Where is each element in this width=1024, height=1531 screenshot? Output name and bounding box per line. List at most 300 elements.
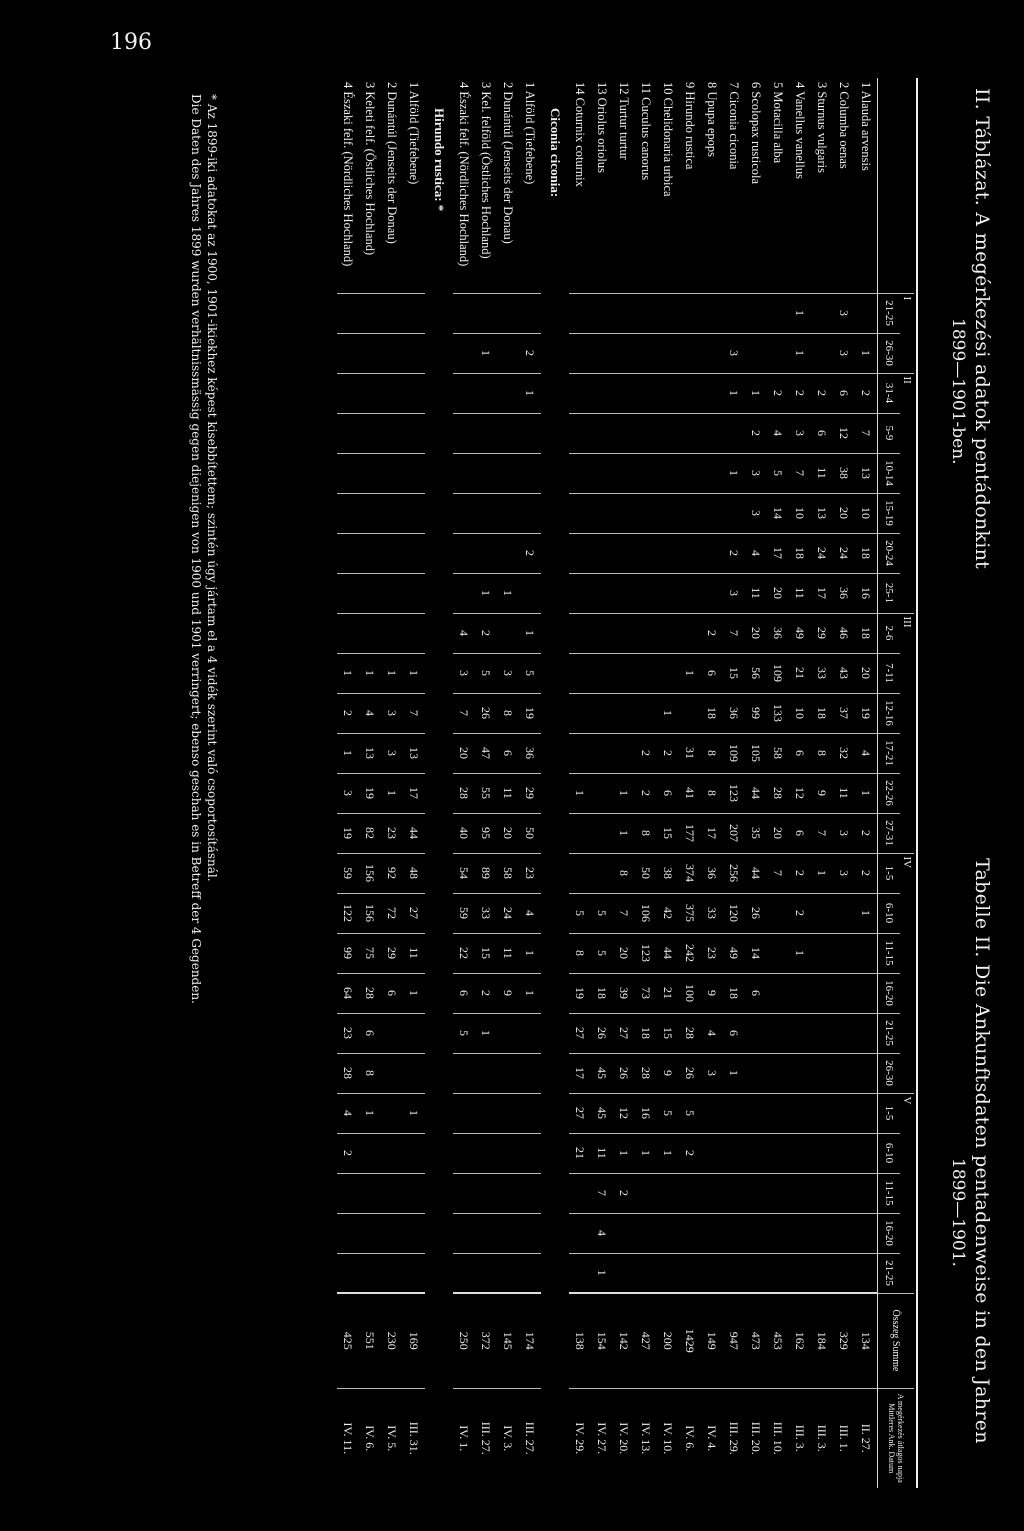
count-cell [381,293,403,333]
count-cell: 6 [497,733,519,773]
count-cell: 19 [337,813,359,853]
count-cell [569,733,591,773]
count-cell: 9 [811,773,833,813]
count-cell: 20 [767,813,789,853]
table-row [789,78,811,1488]
count-cell [453,1053,475,1093]
count-cell [679,1253,701,1293]
count-cell [519,493,541,533]
count-cell [453,373,475,413]
species-name: 3 Sturnus vulgaris [815,82,830,173]
count-cell [635,1173,657,1213]
table-row [613,78,635,1488]
count-cell [569,373,591,413]
count-cell: 44 [403,813,425,853]
count-cell [789,1253,811,1293]
count-cell: 29 [381,933,403,973]
count-cell: 7 [855,413,878,453]
count-cell [497,1133,519,1173]
count-cell [475,1253,497,1293]
date-header: A megérkezés átlagos napja Mittleres Ank. Datum [878,1388,915,1488]
page-number: 196 [110,30,152,55]
count-cell [403,293,425,333]
sum-cell: 184 [811,1293,833,1388]
count-cell: 44 [745,773,767,813]
count-cell [679,693,701,733]
count-cell: 36 [701,853,723,893]
species-name: 10 Chelidonaria urbica [661,82,676,197]
count-cell: 2 [337,693,359,733]
count-cell: 59 [453,893,475,933]
table-row [381,78,403,1488]
count-cell [657,1213,679,1253]
count-cell: 39 [613,973,635,1013]
subtitle-german: 1899—1901. [948,1158,968,1267]
count-cell: 1 [337,653,359,693]
count-cell: 1 [381,773,403,813]
count-cell [613,1213,635,1253]
footnote-german: Die Daten des Jahres 1899 wurden verhältnissmässig gegen diejenigen von 1900 und 1901 verringert; ebenso geschah es in Betreff der 4 Gegenden. [189,94,203,1004]
sum-cell: 230 [381,1293,403,1388]
count-cell: 11 [745,573,767,613]
count-cell: 40 [453,813,475,853]
pentad-header: 16-20 [878,973,901,1013]
count-cell [811,933,833,973]
count-cell [855,1133,878,1173]
count-cell [497,333,519,373]
section-row [541,78,569,1488]
count-cell [569,1213,591,1253]
count-cell: 18 [789,533,811,573]
count-cell: 9 [497,973,519,1013]
species-name: 4 Északi felf. (Nördliches Hochland) [457,82,472,267]
count-cell [613,533,635,573]
count-cell: 12 [833,413,855,453]
count-cell: 21 [569,1133,591,1173]
mean-date-cell: III. 3. [789,1388,811,1488]
count-cell [381,613,403,653]
count-cell [591,613,613,653]
footnote-hungarian: * Az 1899-iki adatokat az 1900, 1901-ikiekhez képest kisebbítettem; szintén úgy jártam el a 4 vidék szerint való csoportosításnál. [205,94,219,882]
count-cell: 26 [745,893,767,933]
count-cell: 1 [635,1133,657,1173]
count-cell [591,453,613,493]
count-cell [403,1133,425,1173]
count-cell [475,1173,497,1213]
count-cell: 17 [811,573,833,613]
count-cell: 73 [635,973,657,1013]
count-cell: 10 [789,493,811,533]
count-cell [701,333,723,373]
count-cell: 4 [767,413,789,453]
count-cell [381,1133,403,1173]
count-cell: 18 [855,533,878,573]
count-cell [591,533,613,573]
count-cell: 1 [497,573,519,613]
count-cell [613,373,635,413]
count-cell: 38 [833,453,855,493]
count-cell [359,373,381,413]
sum-cell: 947 [723,1293,745,1388]
count-cell [519,1253,541,1293]
count-cell [855,1173,878,1213]
pentad-header: 6-10 [878,1133,901,1173]
pentad-header: 15-19 [878,493,901,533]
count-cell [359,1213,381,1253]
count-cell [767,1253,789,1293]
count-cell [453,493,475,533]
count-cell [381,1213,403,1253]
count-cell: 2 [855,853,878,893]
count-cell [403,1013,425,1053]
count-cell: 4 [359,693,381,733]
count-cell: 8 [497,693,519,733]
count-cell [453,1133,475,1173]
count-cell: 19 [359,773,381,813]
count-cell: 3 [833,813,855,853]
count-cell: 6 [381,973,403,1013]
count-cell [635,533,657,573]
count-cell: 2 [475,613,497,653]
count-cell: 4 [701,1013,723,1053]
count-cell [591,733,613,773]
count-cell: 11 [811,453,833,493]
count-cell [833,1253,855,1293]
count-cell: 59 [337,853,359,893]
table-row [745,78,767,1488]
count-cell [475,413,497,453]
count-cell: 49 [789,613,811,653]
count-cell: 36 [519,733,541,773]
count-cell [701,1173,723,1213]
count-cell: 33 [701,893,723,933]
count-cell [519,413,541,453]
count-cell [789,1093,811,1133]
count-cell: 2 [657,733,679,773]
count-cell [701,1253,723,1293]
table-row [519,78,541,1488]
count-cell [723,1093,745,1133]
count-cell: 1 [855,333,878,373]
count-cell [811,1133,833,1173]
count-cell: 5 [519,653,541,693]
count-cell: 18 [811,693,833,733]
count-cell [789,973,811,1013]
count-cell [723,293,745,333]
count-cell [701,493,723,533]
count-cell: 47 [475,733,497,773]
count-cell [701,453,723,493]
pentad-header: 21-25 [878,293,901,333]
count-cell: 1 [723,1053,745,1093]
count-cell: 18 [723,973,745,1013]
pentad-header: 5-9 [878,413,901,453]
count-cell [657,613,679,653]
count-cell: 5 [591,893,613,933]
count-cell [657,333,679,373]
pentad-header: 6-10 [878,893,901,933]
count-cell [701,413,723,453]
count-cell [635,453,657,493]
count-cell [497,1053,519,1093]
count-cell: 11 [591,1133,613,1173]
sum-cell: 138 [569,1293,591,1388]
count-cell [679,1173,701,1213]
mean-date-cell: IV. 27. [591,1388,613,1488]
count-cell [635,573,657,613]
count-cell [381,453,403,493]
count-cell: 26 [591,1013,613,1053]
count-cell [833,1013,855,1053]
count-cell [613,413,635,453]
count-cell: 99 [745,693,767,733]
pentad-header: 25-1 [878,573,901,613]
count-cell: 8 [701,773,723,813]
count-cell: 46 [833,613,855,653]
count-cell [745,1133,767,1173]
count-cell [745,293,767,333]
arrival-table [337,78,914,1488]
count-cell: 1 [337,733,359,773]
count-cell [679,413,701,453]
count-cell: 256 [723,853,745,893]
count-cell [519,1173,541,1213]
species-name: 1 Alauda arvensis [859,82,874,171]
count-cell: 17 [569,1053,591,1093]
count-cell [767,973,789,1013]
count-cell [745,1013,767,1053]
pentad-header: 26-30 [878,1053,901,1093]
pentad-header: 21-25 [878,1013,901,1053]
count-cell: 45 [591,1053,613,1093]
count-cell: 32 [833,733,855,773]
count-cell: 36 [723,693,745,733]
count-cell: 20 [613,933,635,973]
mean-date-cell: III. 29. [723,1388,745,1488]
table-row [657,78,679,1488]
pentad-header: 27-31 [878,813,901,853]
count-cell: 8 [811,733,833,773]
count-cell: 133 [767,693,789,733]
count-cell: 7 [811,813,833,853]
count-cell [381,1013,403,1053]
count-cell: 12 [789,773,811,813]
pentad-header: 31-4 [878,373,901,413]
count-cell [701,373,723,413]
count-cell [403,573,425,613]
table-row [723,78,745,1488]
count-cell: 28 [337,1053,359,1093]
month-header: V [900,1093,914,1293]
count-cell [453,293,475,333]
species-name: 3 Keleti felf. (Östliches Hochland) [363,82,378,256]
species-name: 11 Cuculus canorus [639,82,654,181]
mean-date-cell: III. 1. [833,1388,855,1488]
count-cell: 95 [475,813,497,853]
count-cell: 1 [475,1013,497,1053]
count-cell: 7 [613,893,635,933]
mean-date-cell: IV. 5. [381,1388,403,1488]
table-row [453,78,475,1488]
count-cell: 42 [657,893,679,933]
count-cell: 5 [679,1093,701,1133]
count-cell: 23 [519,853,541,893]
header-corner [900,78,914,293]
count-cell [657,373,679,413]
count-cell [701,1133,723,1173]
count-cell: 16 [635,1093,657,1133]
count-cell [723,1213,745,1253]
count-cell: 6 [811,413,833,453]
count-cell [613,613,635,653]
count-cell [679,373,701,413]
table-row [403,78,425,1488]
count-cell: 64 [337,973,359,1013]
mean-date-cell: III. 31. [403,1388,425,1488]
count-cell [723,493,745,533]
count-cell [569,853,591,893]
species-name: 4 Északi felf. (Nördliches Hochland) [341,82,356,267]
count-cell [337,533,359,573]
count-cell: 36 [833,573,855,613]
count-cell [701,293,723,333]
count-cell [359,293,381,333]
species-name: 14 Coturnix coturnix [573,82,588,187]
count-cell: 1 [403,1093,425,1133]
pentad-header-row [878,78,901,1488]
species-name: 5 Motacilla alba [771,82,786,164]
count-cell [635,1253,657,1293]
count-cell: 11 [497,933,519,973]
count-cell [381,413,403,453]
pentad-header: 20-24 [878,533,901,573]
count-cell: 56 [745,653,767,693]
count-cell: 15 [475,933,497,973]
count-cell [657,653,679,693]
count-cell [723,1133,745,1173]
mean-date-cell: IV. 10. [657,1388,679,1488]
count-cell: 41 [679,773,701,813]
count-cell [789,1173,811,1213]
count-cell: 23 [701,933,723,973]
count-cell: 29 [811,613,833,653]
count-cell [497,493,519,533]
count-cell: 15 [657,813,679,853]
section-title: Ciconia ciconia: [548,108,563,198]
count-cell [657,413,679,453]
count-cell: 3 [789,413,811,453]
count-cell [811,1093,833,1133]
count-cell [679,333,701,373]
count-cell: 2 [475,973,497,1013]
count-cell: 123 [723,773,745,813]
sum-cell: 372 [475,1293,497,1388]
count-cell [635,333,657,373]
count-cell [569,293,591,333]
count-cell: 1 [811,853,833,893]
count-cell: 50 [519,813,541,853]
count-cell [569,533,591,573]
count-cell [453,533,475,573]
count-cell: 2 [613,1173,635,1213]
mean-date-cell: IV. 20. [613,1388,635,1488]
count-cell [679,613,701,653]
count-cell [591,813,613,853]
count-cell: 27 [613,1013,635,1053]
count-cell [855,293,878,333]
count-cell: 6 [701,653,723,693]
count-cell: 26 [679,1053,701,1093]
mean-date-cell: III. 3. [811,1388,833,1488]
header-corner [878,78,901,293]
count-cell: 15 [723,653,745,693]
species-name: 2 Dunántúl (Jenseits der Donau) [385,82,400,244]
count-cell [745,1173,767,1213]
count-cell [497,293,519,333]
sum-cell: 250 [453,1293,475,1388]
count-cell: 109 [723,733,745,773]
count-cell [359,1253,381,1293]
count-cell [569,493,591,533]
count-cell: 75 [359,933,381,973]
count-cell [679,293,701,333]
count-cell [497,613,519,653]
count-cell: 20 [855,653,878,693]
count-cell: 31 [679,733,701,773]
count-cell [359,613,381,653]
count-cell [497,373,519,413]
count-cell: 18 [701,693,723,733]
count-cell [337,453,359,493]
count-cell: 5 [767,453,789,493]
count-cell: 2 [337,1133,359,1173]
count-cell: 99 [337,933,359,973]
count-cell: 122 [337,893,359,933]
count-cell [679,493,701,533]
count-cell [591,773,613,813]
count-cell: 1 [613,1133,635,1173]
count-cell [519,573,541,613]
count-cell: 89 [475,853,497,893]
count-cell [789,1213,811,1253]
count-cell: 29 [519,773,541,813]
count-cell [833,1133,855,1173]
sum-cell: 174 [519,1293,541,1388]
count-cell: 1 [519,933,541,973]
count-cell [745,1253,767,1293]
count-cell [337,373,359,413]
count-cell [475,1093,497,1133]
title-block [910,78,1000,1488]
count-cell [453,333,475,373]
count-cell: 17 [701,813,723,853]
count-cell: 19 [519,693,541,733]
count-cell: 21 [789,653,811,693]
count-cell [569,613,591,653]
sum-cell: 169 [403,1293,425,1388]
count-cell: 3 [745,493,767,533]
count-cell: 49 [723,933,745,973]
count-cell: 1 [519,613,541,653]
month-header: III [900,613,914,853]
count-cell [723,1173,745,1213]
count-cell: 9 [701,973,723,1013]
count-cell [833,1173,855,1213]
count-cell: 2 [855,373,878,413]
count-cell: 27 [569,1093,591,1133]
count-cell [453,573,475,613]
mean-date-cell: IV. 4. [701,1388,723,1488]
